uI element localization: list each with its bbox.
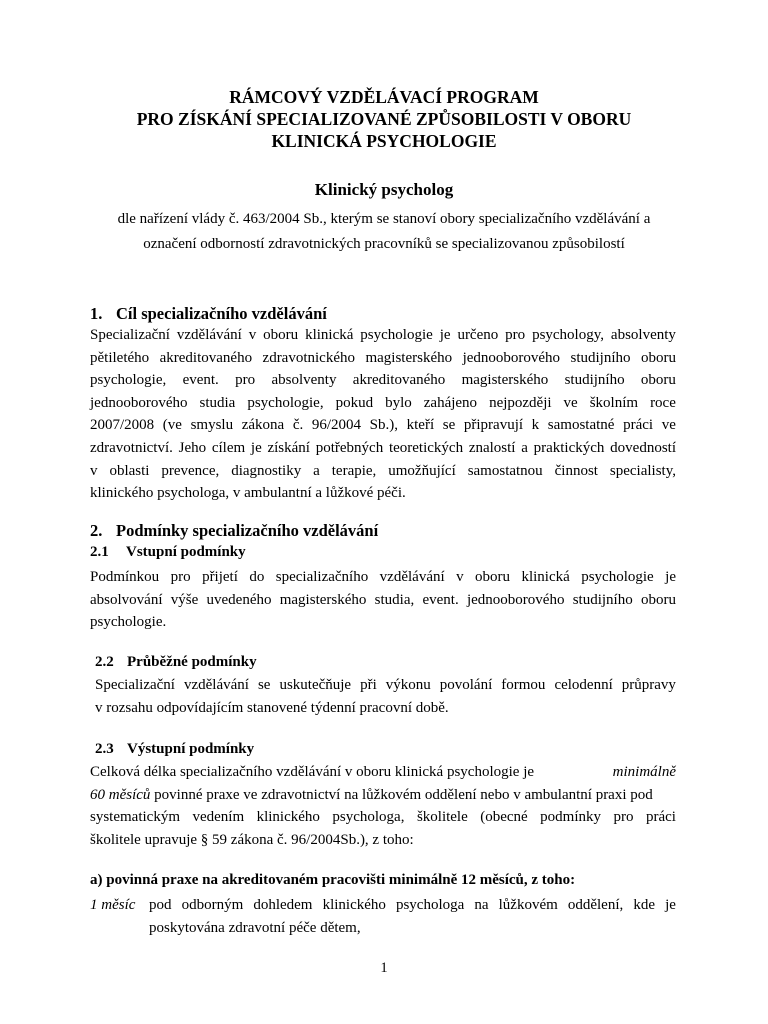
subsection-2-2-body [95,674,676,719]
list-item-line: poskytována zdravotní péče dětem, [149,919,361,936]
paragraph-line: psychologie. [90,614,167,631]
title-line-1: RÁMCOVÝ VZDĚLÁVACÍ PROGRAM [229,87,539,107]
paragraph-line: systematickým vedením klinického psychologa, školitele (obecné podmínky pro práci [90,809,676,826]
paragraph-line: absolvování výše uvedeného magisterského studia, event. jednooborového studijního oboru [90,591,676,608]
emphasis-text: 60 měsíců [90,786,151,803]
paragraph-line: Podmínkou pro přijetí do specializačního vzdělávání v oboru klinická psychologie je [90,569,676,585]
paragraph-line: jednooborového studia psychologie, pokud bylo zahájeno nejpozději ve školním roce [90,394,676,411]
subsection-number: 2.1 [90,544,109,560]
document-subtitle: Klinický psycholog [314,180,454,199]
subsection-2-2-heading [95,654,257,671]
section-title: Podmínky specializačního vzdělávání [116,521,379,540]
subsection-number: 2.3 [95,741,114,757]
paragraph-line: v oblasti prevence, diagnostiky a terapie, umožňující samostatnou činnost specialisty, [90,462,676,479]
subsection-number: 2.2 [95,654,114,670]
intro-line-2: označení odborností zdravotnických pracovníků se specializovanou způsobilostí [143,236,625,252]
subsection-2-3-heading [95,741,254,758]
subsection-2-1-heading [90,544,246,561]
paragraph-line: 2007/2008 (ve smyslu zákona č. 96/2004 Sb.), kteří se připravují k samostatné práci ve [90,417,676,434]
list-item-text [149,894,676,939]
page-number: 1 [380,960,388,976]
title-line-2: PRO ZÍSKÁNÍ SPECIALIZOVANÉ ZPŮSOBILOSTI V OBORU [136,109,632,129]
subsection-2-3-body [90,761,676,851]
paragraph-line: klinického psychologa, v ambulantní a lůžkové péči. [90,485,406,502]
paragraph-line: Specializační vzdělávání v oboru klinická psychologie je určeno pro psychology, absolventy [90,327,676,343]
section-2-heading [90,521,378,541]
section-1-body [90,324,676,505]
intro-line-1: dle nařízení vlády č. 463/2004 Sb., kterým se stanoví obory specializačního vzdělávání a [117,211,651,227]
text-run: povinné praxe ve zdravotnictví na lůžkovém oddělení nebo v ambulantní praxi pod [154,786,653,803]
practice-heading: a) povinná praxe na akreditovaném pracovišti minimálně 12 měsíců, z toho: [90,872,576,888]
paragraph-line: psychologie, event. pro absolventy akreditovaného magisterského studijního oboru [90,372,676,389]
subsection-title: Průběžné podmínky [127,654,257,670]
section-title: Cíl specializačního vzdělávání [116,304,327,323]
paragraph-line: Specializační vzdělávání se uskutečňuje při výkonu povolání formou celodenní průpravy [95,677,676,693]
paragraph-line [90,761,676,784]
paragraph-line: zdravotnictví. Jeho cílem je získání potřebných teoretických znalostí a praktických dovedností [90,439,676,456]
section-1-heading [90,304,327,324]
title-line-3: KLINICKÁ PSYCHOLOGIE [271,131,497,151]
list-item-line: pod odborným dohledem klinického psychologa na lůžkovém oddělení, kde je [149,897,676,913]
subsection-2-1-body [90,566,676,634]
list-item-label: 1 měsíc [90,897,136,913]
section-number: 2. [90,521,103,540]
section-number: 1. [90,304,103,323]
subsection-title: Vstupní podmínky [126,544,246,560]
paragraph-line: v rozsahu odpovídajícím stanovené týdenní pracovní době. [95,699,449,716]
emphasis-text: minimálně [612,764,676,780]
subsection-title: Výstupní podmínky [127,741,255,757]
paragraph-line: pětiletého akreditovaného zdravotnického magisterského jednooborového studijního oboru [90,349,676,366]
text-run: Celková délka specializačního vzdělávání v oboru klinická psychologie je [90,764,535,780]
paragraph-line [90,784,676,807]
paragraph-line: školitele upravuje § 59 zákona č. 96/2004Sb.), z toho: [90,831,414,848]
